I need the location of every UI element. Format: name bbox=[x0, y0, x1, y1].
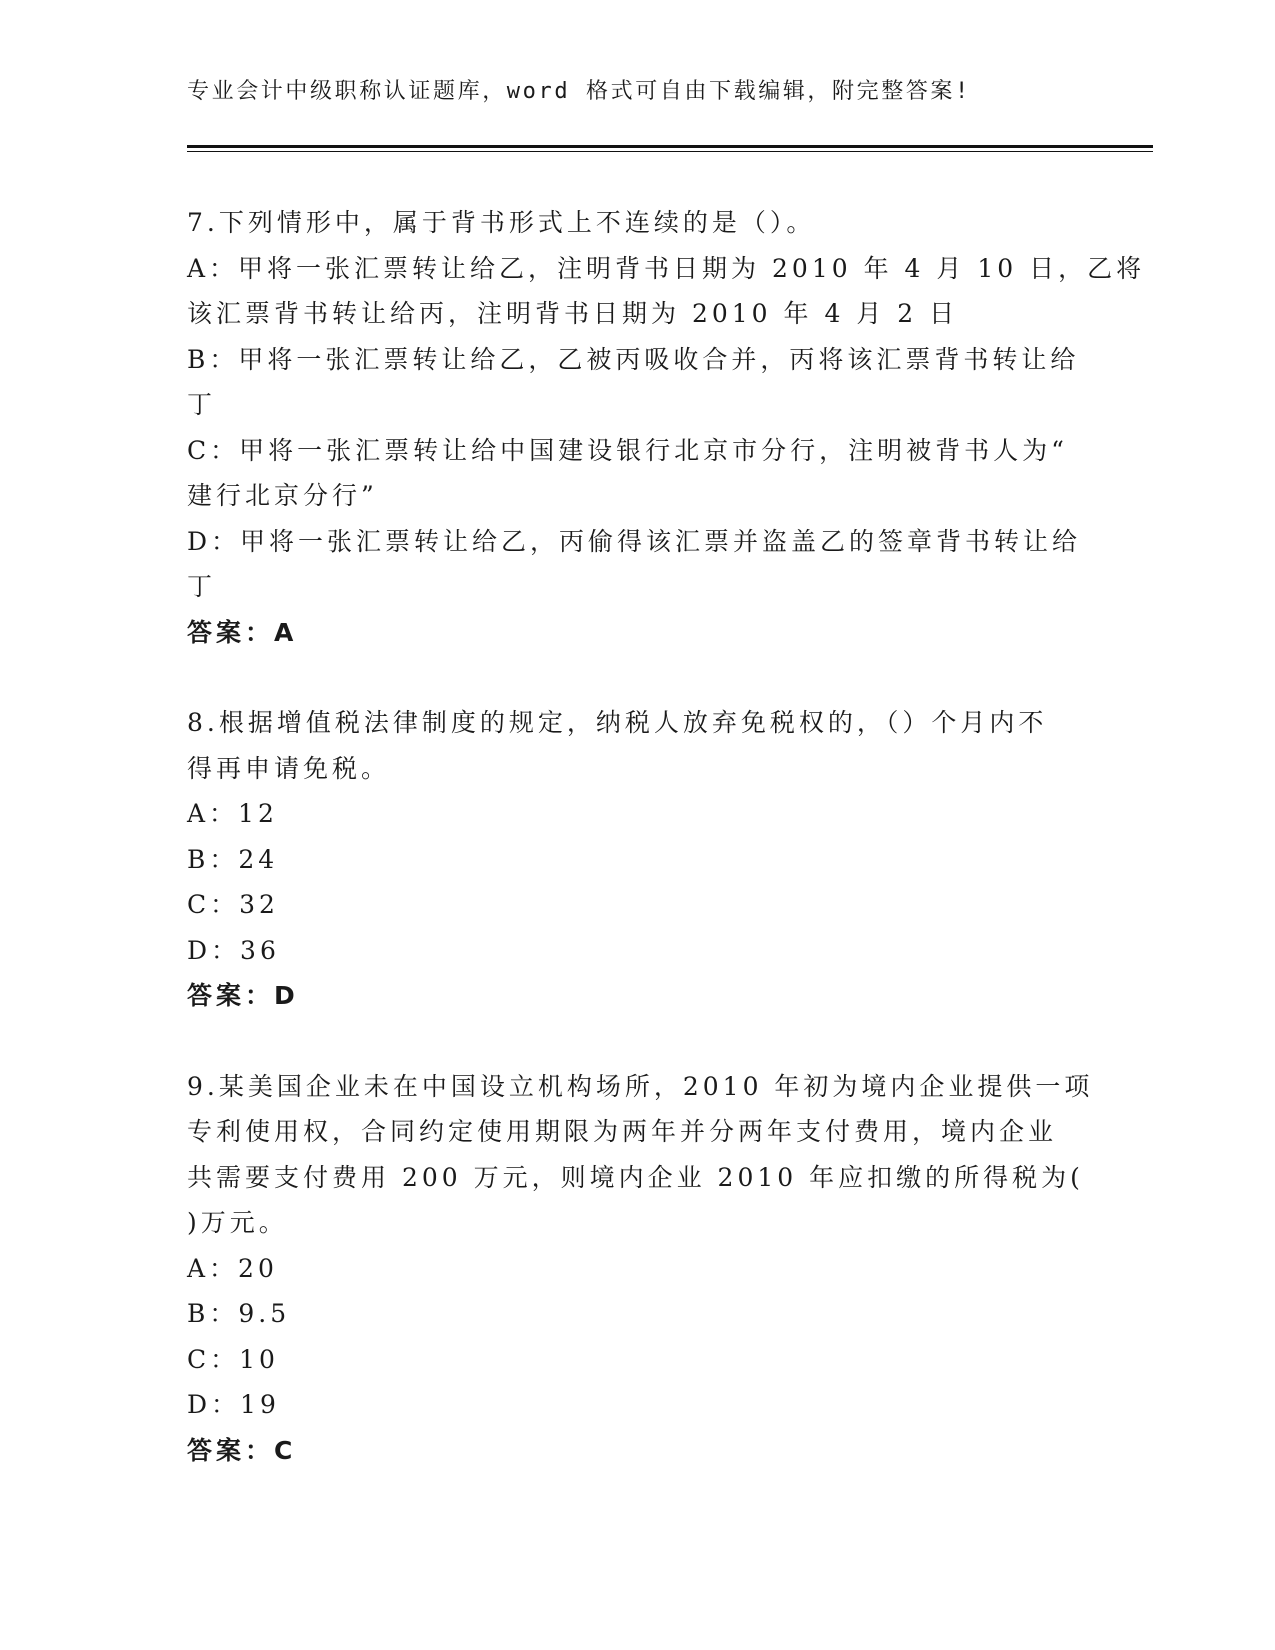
question-7-stem-line-1: 7.下列情形中，属于背书形式上不连续的是（）。 bbox=[187, 208, 816, 237]
question-7-option-b-line-1: B：甲将一张汇票转让给乙，乙被丙吸收合并，丙将该汇票背书转让给 bbox=[187, 344, 1080, 374]
question-7-option-b-line-2: 丁 bbox=[187, 390, 217, 419]
header-divider-thick bbox=[187, 145, 1153, 148]
question-8-answer: 答案：D bbox=[187, 981, 299, 1010]
question-7-option-a-line-2: 该汇票背书转让给丙，注明背书日期为 2010 年 4 月 2 日 bbox=[187, 299, 959, 328]
question-9-stem-line-4: )万元。 bbox=[187, 1208, 288, 1237]
question-9-option-c: C：10 bbox=[187, 1344, 279, 1374]
page-header: 专业会计中级职称认证题库，word 格式可自由下载编辑，附完整答案! bbox=[187, 79, 971, 104]
question-8 bbox=[187, 700, 1087, 1019]
question-9-option-a: A：20 bbox=[187, 1253, 278, 1283]
question-7-option-a-line-1: A：甲将一张汇票转让给乙，注明背书日期为 2010 年 4 月 10 日，乙将 bbox=[187, 253, 1146, 283]
header-divider-thin bbox=[187, 151, 1153, 152]
question-7-option-d-line-1: D：甲将一张汇票转让给乙，丙偷得该汇票并盗盖乙的签章背书转让给 bbox=[187, 526, 1082, 556]
question-9-answer: 答案：C bbox=[187, 1435, 297, 1465]
question-8-stem-line-2: 得再申请免税。 bbox=[187, 753, 391, 783]
question-7-option-c-line-1: C：甲将一张汇票转让给中国建设银行北京市分行，注明被背书人为“ bbox=[187, 435, 1068, 465]
question-7-answer: 答案：A bbox=[187, 617, 298, 647]
question-9-stem-line-1: 9.某美国企业未在中国设立机构场所，2010 年初为境内企业提供一项 bbox=[187, 1071, 1094, 1101]
question-8-option-b: B：24 bbox=[187, 844, 279, 874]
question-8-option-a: A：12 bbox=[187, 799, 278, 828]
question-8-option-d: D：36 bbox=[187, 935, 280, 965]
question-9-option-d: D：19 bbox=[187, 1390, 280, 1419]
question-9-option-b: B：9.5 bbox=[187, 1299, 291, 1328]
question-list bbox=[187, 200, 1146, 1518]
question-9-stem-line-3: 共需要支付费用 200 万元，则境内企业 2010 年应扣缴的所得税为( bbox=[187, 1162, 1084, 1192]
question-9 bbox=[187, 1064, 1094, 1474]
question-8-option-c: C：32 bbox=[187, 890, 279, 919]
question-8-stem-line-1: 8.根据增值税法律制度的规定，纳税人放弃免税权的，（）个月内不 bbox=[187, 708, 1048, 737]
question-7-option-c-line-2: 建行北京分行” bbox=[187, 481, 378, 510]
question-7-option-d-line-2: 丁 bbox=[187, 572, 217, 601]
question-7 bbox=[187, 200, 1146, 655]
question-9-stem-line-2: 专利使用权，合同约定使用期限为两年并分两年支付费用，境内企业 bbox=[187, 1117, 1058, 1146]
